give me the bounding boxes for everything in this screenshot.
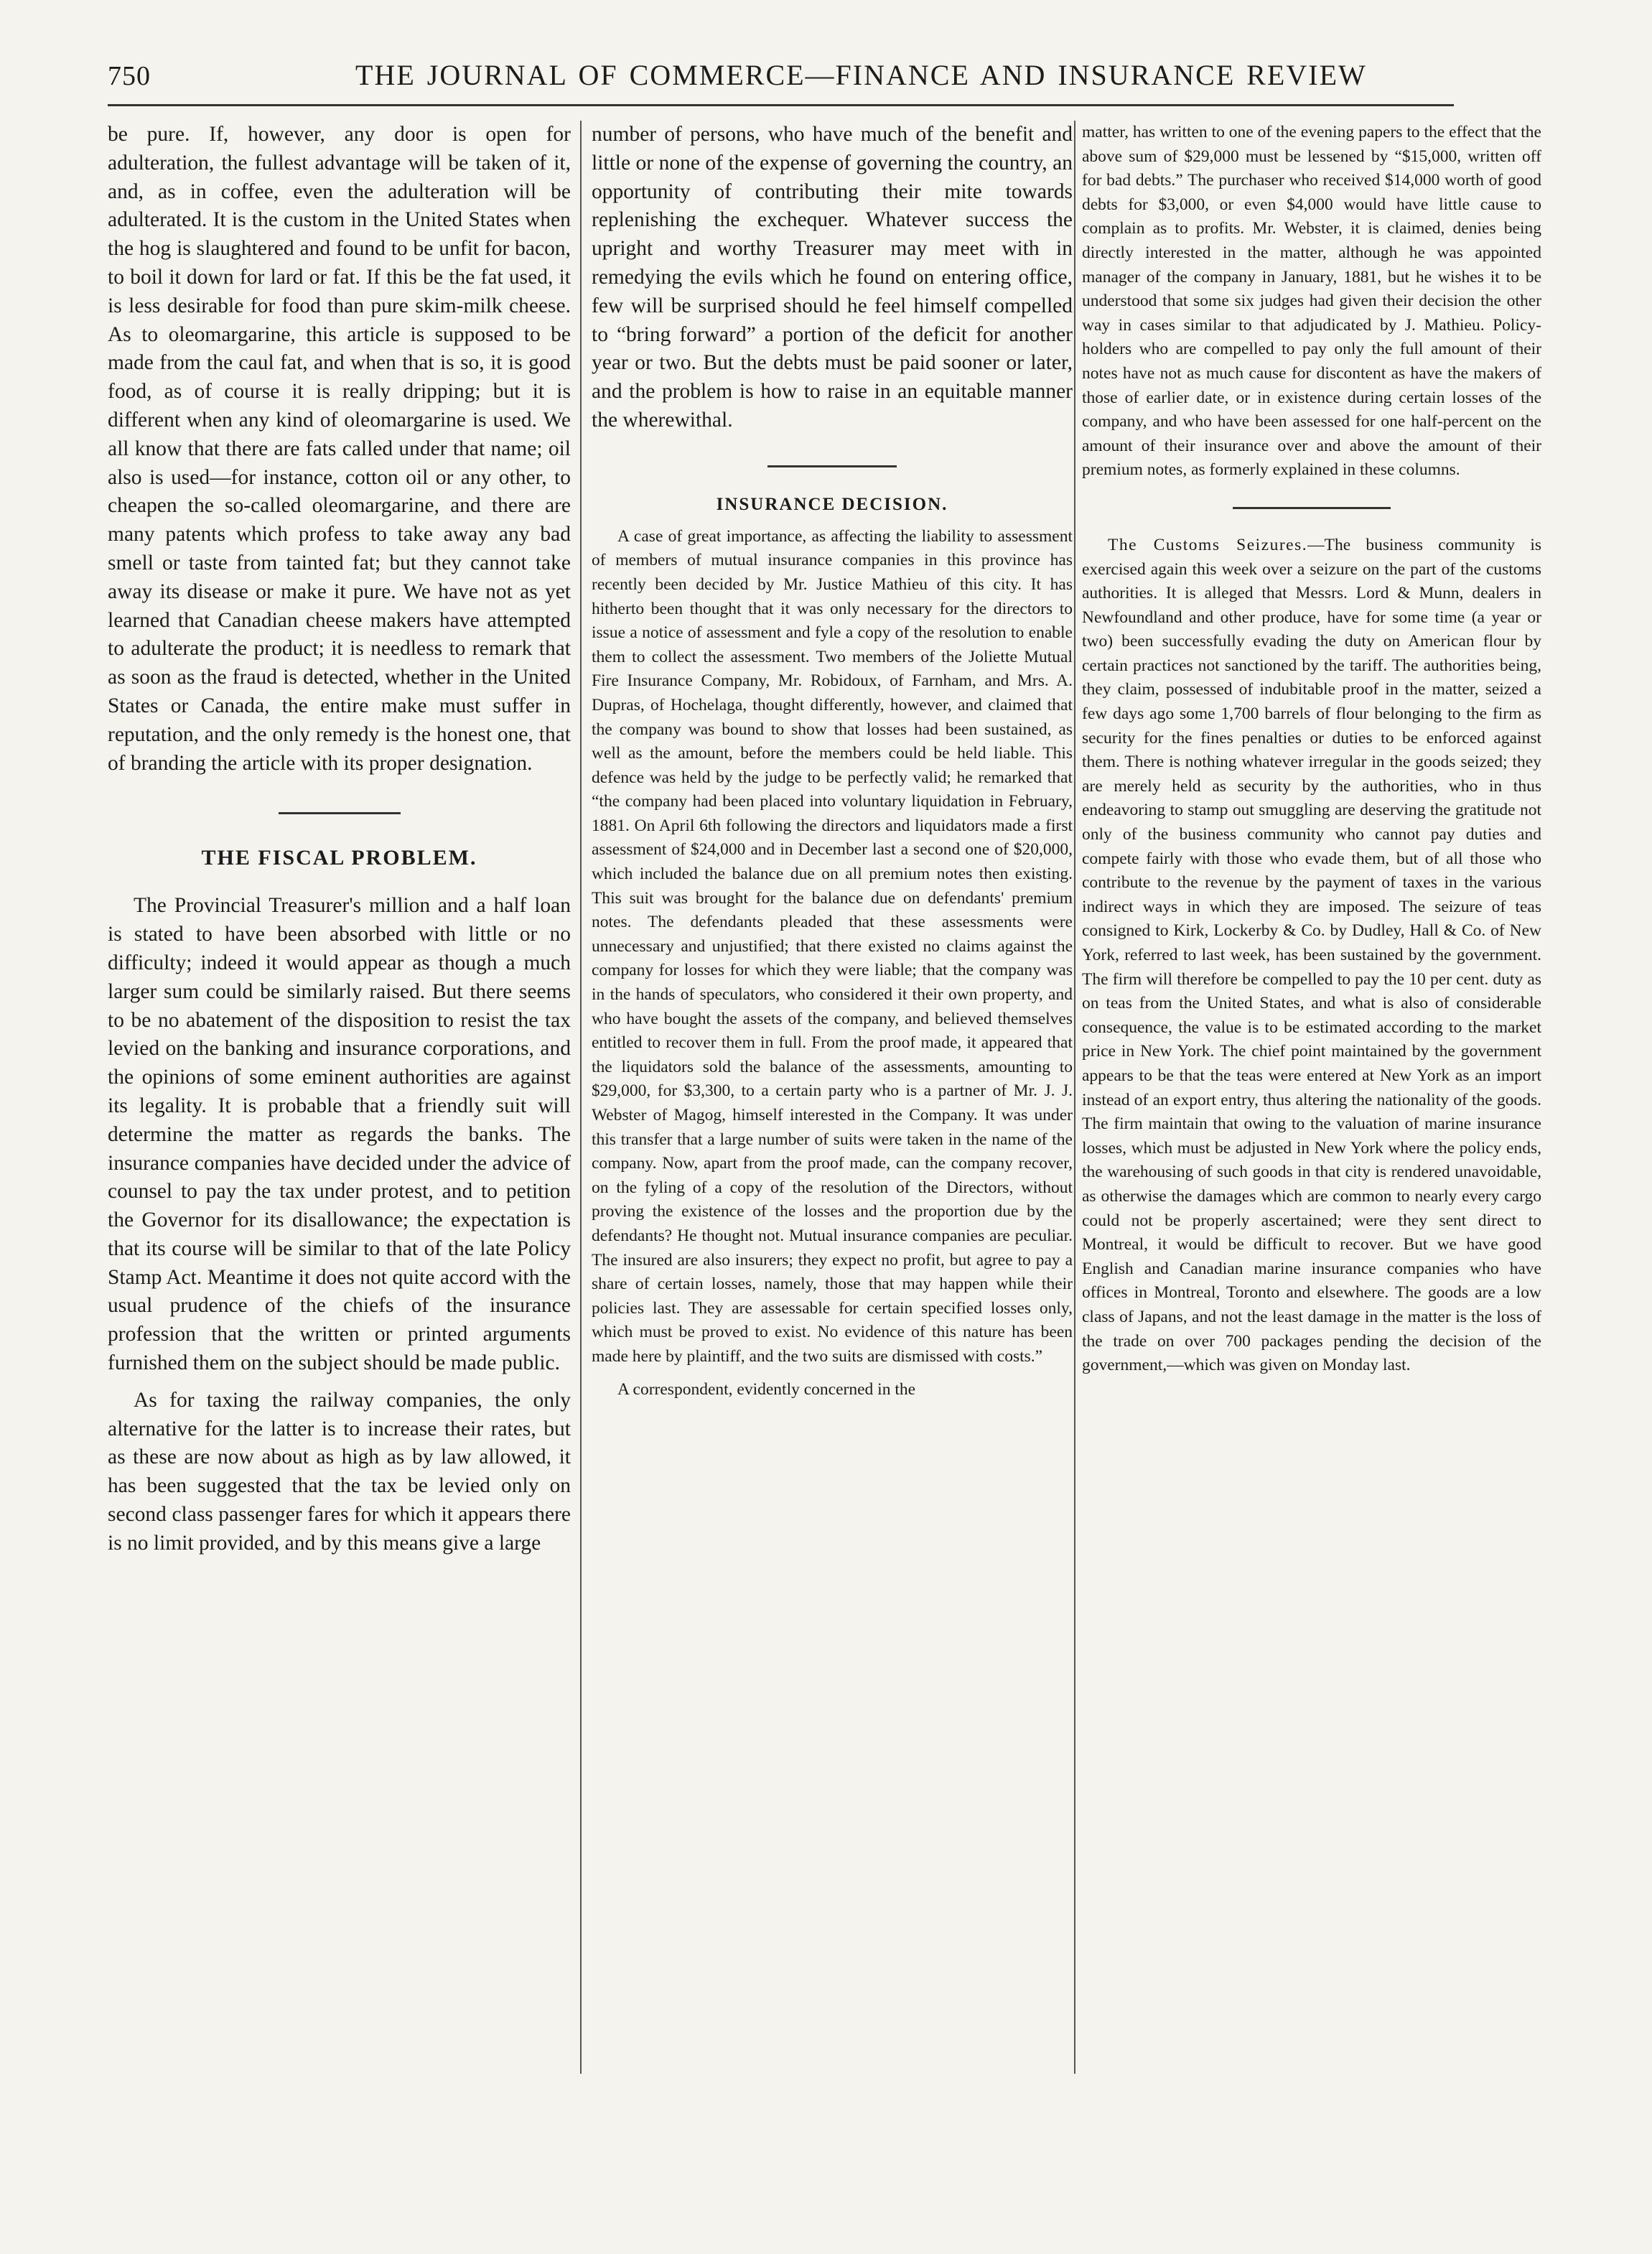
article-paragraph: A correspondent, evidently concerned in the: [617, 1379, 916, 1399]
column-1: [108, 121, 571, 1558]
column-3: [1082, 121, 1541, 1378]
article-paragraph: matter, has written to one of the evening papers to the effect that the above sum of $29,000 must be lessened by “$15,000, written off for bad debts.” The purchaser who received $14,000 worth of good debts for $3,000, or even $4,000 would have little cause to complain as to profits. Mr. Webster, it is claimed, denies being directly interested in the matter, although he was appointed manager of the company in January, 1881, but he wishes it to be understood that some six judges had given their decision the other way in cases similar to that adjudicated by J. Mathieu. Policy-holders who are compelled to pay only the full amount of their notes have not as much cause for discontent as have the makers of those of earlier date, or in existence during certain losses of the company, and who have been assessed for one half-percent on the amount of their insurance over and above the amount of their premium notes, as formerly explained in these columns.: [1082, 123, 1541, 480]
section-heading-fiscal-problem: THE FISCAL PROBLEM.: [201, 846, 477, 870]
article-paragraph: [1082, 534, 1541, 1378]
section-rule: [279, 812, 401, 814]
article-paragraph: number of persons, who have much of the benefit and little or none of the expense of governing the country, an opportunity of contributing their mite towards replenishing the exchequer. Whatever success the upright and worthy Treasurer may meet with in remedying the evils which he found on entering office, few will be surprised should he feel himself compelled to “bring forward” a portion of the deficit for another year or two. But the debts must be paid sooner or later, and the problem is how to raise in an equitable manner the wherewithal.: [592, 123, 1073, 432]
page-number: 750: [108, 61, 151, 91]
customs-seizures-text: —The business community is exercised again this week over a seizure on the part of the customs authorities. It is alleged that Messrs. Lord & Munn, dealers in Newfoundland and other produce, have for some time (a year or two) been successfully evading the duty on American flour by certain practices not sanctioned by the tariff. The authorities being, they claim, possessed of indubitable proof in the matter, seized a few days ago some 1,700 barrels of flour belonging to the firm as security for the fines penalties or duties to be enforced against them. There is nothing whatever irregular in the goods seized; they are merely held as security by the authorities, who in thus endeavoring to stamp out smuggling are deserving the gratitude not only of the business community who cannot pay duties and compete fairly with those who evade them, but of all those who contribute to the revenue by the payment of taxes in the various indirect ways in which they are imposed. The seizure of teas consigned to Kirk, Lockerby & Co. by Dudley, Hall & Co. of New York, referred to last week, has been sustained by the government. The firm will therefore be compelled to pay the 10 per cent. duty as on teas from the United States, and what is also of considerable consequence, the value is to be estimated according to the market price in New York. The chief point maintained by the government appears to be that the teas were entered at New York as an import instead of an export entry, thus altering the nationality of the goods. The firm maintain that owing to the valuation of marine insurance losses, which must be adjusted in New York where the policy ends, the warehousing of such goods in that city is rendered unavoidable, as otherwise the damages which are common to nearly every cargo could not be properly ascertained; were they sent direct to Montreal, it would be difficult to recover. But we have good English and Canadian marine insurance companies who have offices in Montreal, Toronto and elsewhere. The goods are a low class of Japans, and not the least damage in the matter is the loss of the trade on over 700 packages pending the decision of the government,—which was given on Monday last.: [1082, 535, 1542, 1375]
column-divider: [580, 121, 582, 2074]
column-divider: [1074, 121, 1075, 2074]
section-rule: [1233, 507, 1391, 509]
page-header: [108, 42, 1551, 92]
column-2: [592, 121, 1073, 1402]
customs-seizures-lead: The Customs Seizures.: [1108, 535, 1308, 554]
article-paragraph: As for taxing the railway companies, the only alternative for the latter is to increase their rates, but as these are now about as high as by law allowed, it has been suggested that the tax be levied only on second class passenger fares for which it appears there is no limit provided, and by this means give a large: [108, 1388, 571, 1555]
article-paragraph: The Provincial Treasurer's million and a half loan is stated to have been absorbed with little or no difficulty; indeed it would appear as though a much larger sum could be similarly raised. But there seems to be no abatement of the disposition to resist the tax levied on the banking and insurance corporations, and the opinions of some eminent authorities are against its legality. It is probable that a friendly suit will determine the matter as regards the banks. The insurance companies have decided under the advice of counsel to pay the tax under protest, and to petition the Governor for its disallowance; the expectation is that its course will be similar to that of the late Policy Stamp Act. Meantime it does not quite accord with the usual prudence of the chiefs of the insurance profession that the written or printed arguments furnished them on the subject should be made public.: [108, 894, 571, 1375]
article-paragraph: be pure. If, however, any door is open for adulteration, the fullest advantage will be taken of it, and, as in coffee, even the adulteration will be adulterated. It is the custom in the United States when the hog is slaughtered and found to be unfit for bacon, to boil it down for lard or fat. If this be the fat used, it is less desirable for food than pure skim-milk cheese. As to oleomargarine, this article is supposed to be made from the caul fat, and when that is so, it is good food, as of course it is really dripping; but it is different when any kind of oleomargarine is used. We all know that there are fats called under that name; oil also is used—for instance, cotton oil or any other, to cheapen the so-called oleomargarine, and there are many patents which profess to take away any bad smell or taste from tainted fat; but they cannot take away its disease or make it pure. We have not as yet learned that Canadian cheese makers have attempted to adulterate the product; it is needless to remark that as soon as the fraud is detected, whether in the United States or Canada, the entire make must suffer in reputation, and the only remedy is the honest one, that of branding the article with its proper designation.: [108, 123, 571, 775]
header-rule: [108, 104, 1454, 106]
article-paragraph: A case of great importance, as affecting the liability to assessment of members of mutual insurance companies in this province has recently been decided by Mr. Justice Mathieu of this city. It has hitherto been thought that it was only necessary for the directors to issue a notice of assessment and fyle a copy of the resolution to enable them to collect the assessment. Two members of the Joliette Mutual Fire Insurance Company, Mr. Robidoux, of Farnham, and Mrs. A. Dupras, of Hochelaga, thought differently, however, and claimed that the company was bound to show that losses had been sustained, as well as the amount, before the members could be held liable. This defence was held by the judge to be perfectly valid; he remarked that “the company had been placed into voluntary liquidation in February, 1881. On April 6th following the directors and liquidators made a first assessment of $24,000 and in December last a second one of $20,000, which included the balance due on all premium notes then existing. This suit was brought for the balance due on defendants' premium notes. The defendants pleaded that these assessments were unnecessary and unjustified; that there existed no claims against the company for losses for which they were liable; that the company was in the hands of speculators, who considered it their own property, and who have bought the assets of the company, and believed themselves entitled to recover them in full. From the proof made, it appeared that the liquidators sold the balance of the assessments, amounting to $29,000, for $3,300, to a certain party who is a partner of Mr. J. J. Webster of Magog, himself interested in the Company. It was under this transfer that a large number of suits were taken in the name of the company. Now, apart from the proof made, can the company recover, on the fyling of a copy of the resolution of the Directors, without proving the existence of the losses and the proportion due by the defendants? He thought not. Mutual insurance companies are peculiar. The insured are also insurers; they expect no profit, but agree to pay a share of certain losses, namely, those that may happen while their policies last. They are assessable for certain specified losses only, which must be proved to exist. No evidence of this nature has been made here by plaintiff, and the two suits are dismissed with costs.”: [592, 526, 1073, 1366]
section-heading-insurance-decision: INSURANCE DECISION.: [716, 494, 948, 514]
running-head: THE JOURNAL OF COMMERCE—FINANCE AND INSURANCE REVIEW: [355, 59, 1367, 91]
column-body: [592, 525, 1073, 1402]
section-rule: [767, 465, 897, 467]
column-lead: [592, 121, 1073, 435]
